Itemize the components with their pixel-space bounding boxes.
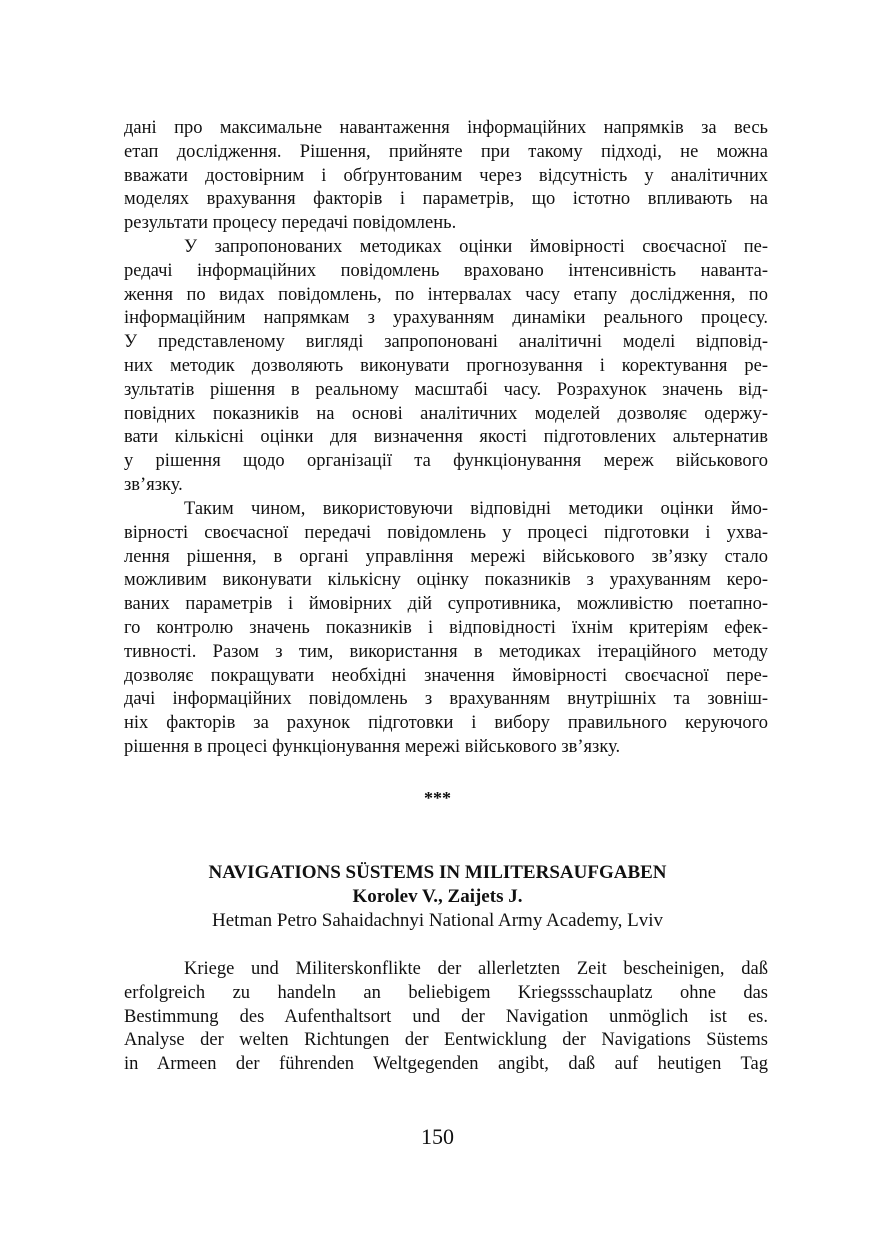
page-number: 150 [421,1124,454,1149]
text-line: Kriege und Militerskonflikte der allerletzten Zeit bescheinigen, daß [184,959,768,979]
text-line: erfolgreich zu handeln an beliebigem Kriegssschauplatz ohne das [124,982,768,1003]
text-line: етап дослідження. Рішення, прийняте при такому підході, не можна [124,141,768,162]
text-line: у рішення щодо організації та функціонування мереж військового [124,451,768,472]
text-line: in Armeen der führenden Weltgegenden angibt, daß auf heutigen Tag [124,1054,768,1075]
text-line: зультатів рішення в реальному масштабі часу. Розрахунок значень від- [124,379,768,400]
text-line: вірності своєчасної передачі повідомлень у процесі підготовки і ухва- [124,522,768,543]
text-line: У представленому вигляді запропоновані аналітичні моделі відповід- [124,332,768,353]
text-line: ження по видах повідомлень, по інтервалах часу етапу дослідження, по [124,284,768,305]
paragraph-1 [124,117,768,236]
text-line: них методик дозволяють виконувати прогнозування і коректування ре- [124,355,768,376]
text-line: повідних показників на основі аналітичних моделей дозволяє одержу- [124,403,768,424]
text-line: інформаційним напрямкам з урахуванням динаміки реального процесу. [124,308,768,329]
text-line: вати кількісні оцінки для визначення якості підготовлених альтернатив [124,427,768,448]
text-line: результати процесу передачі повідомлень. [124,213,457,234]
article-affiliation: Hetman Petro Sahaidachnyi National Army Academy, Lviv [212,910,663,931]
article-title: NAVIGATIONS SÜSTEMS IN MILITERSAUFGABEN [208,862,667,883]
text-line: редачі інформаційних повідомлень враховано інтенсивність наванта- [124,260,768,281]
text-line: вважати достовірним і обґрунтованим через відсутність у аналітичних [124,165,768,186]
text-line: можливим виконувати кількісну оцінку показників з урахуванням керо- [124,570,768,591]
text-line: моделях врахування факторів і параметрів, що істотно впливають на [124,189,768,210]
paragraph-2 [124,236,768,498]
text-line: рішення в процесі функціонування мережі військового зв’язку. [124,736,621,757]
text-line: Analyse der welten Richtungen der Eentwicklung der Navigations Süstems [124,1030,768,1051]
text-line: У запропонованих методиках оцінки ймовірності своєчасної пе- [184,237,768,257]
text-line: тивності. Разом з тим, використання в методиках ітераційного методу [124,641,768,662]
article-abstract [124,958,768,1077]
text-line: ваних параметрів і ймовірних дій супротивника, можливістю поетапно- [124,594,768,615]
text-line: дані про максимальне навантаження інформаційних напрямків за весь [124,118,768,138]
article-authors: Korolev V., Zaijets J. [352,886,523,907]
text-line: лення рішення, в органі управління мережі військового зв’язку стало [124,546,768,567]
text-line: Таким чином, використовуючи відповідні методики оцінки ймо- [184,499,768,519]
section-separator: *** [424,788,451,808]
text-line: ніх факторів за рахунок підготовки і вибору правильного керуючого [124,713,768,734]
paragraph-3 [124,498,768,760]
text-line: дозволяє покращувати необхідні значення ймовірності своєчасної пере- [124,665,768,686]
text-line: го контролю значень показників і відповідності їхнім критеріям ефек- [124,617,768,638]
text-line: дачі інформаційних повідомлень з врахуванням внутрішніх та зовніш- [124,689,768,710]
text-line: зв’язку. [124,474,183,495]
text-line: Bestimmung des Aufenthaltsort und der Navigation unmöglich ist es. [124,1006,768,1027]
